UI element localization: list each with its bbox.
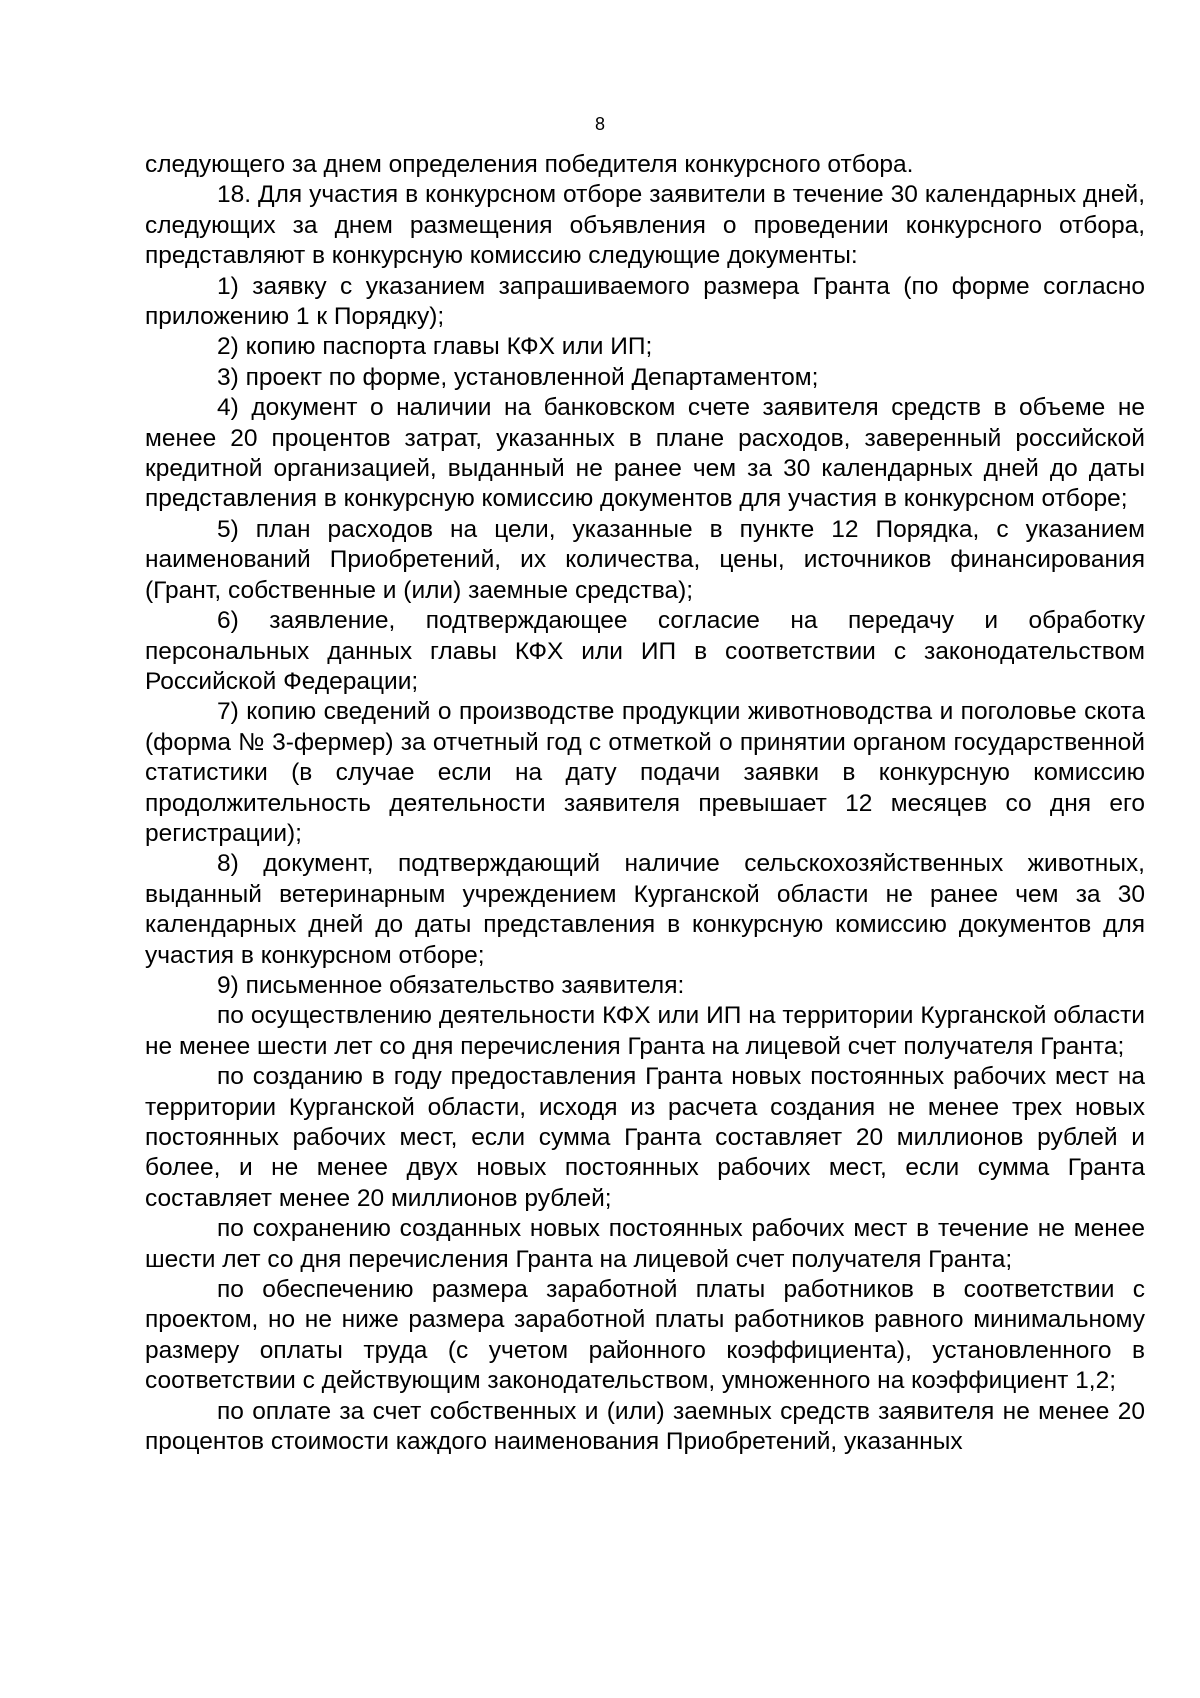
list-item-7: 7) копию сведений о производстве продукции животноводства и поголовье скота (форма № 3-фермер) за отчетный год с отметкой о принятии органом государственной статистики (в случае если на дату подачи заявки в конкурсную комиссию продолжительность деятельности заявителя превышает 12 месяцев со дня его регистрации);	[145, 698, 1145, 847]
list-item-1: 1) заявку с указанием запрашиваемого размера Гранта (по форме согласно приложению 1 к Порядку);	[145, 272, 1145, 331]
page-number: 8	[594, 114, 605, 134]
list-item-6: 6) заявление, подтверждающее согласие на передачу и обработку персональных данных главы КФХ или ИП в соответствии с законодательством Российской Федерации;	[145, 607, 1145, 695]
document-body	[145, 150, 1145, 1457]
list-item-8: 8) документ, подтверждающий наличие сельскохозяйственных животных, выданный ветеринарным учреждением Курганской области не ранее чем за 30 календарных дней до даты представления в конкурсную комиссию документов для участия в конкурсном отборе;	[145, 850, 1145, 969]
list-item-2: 2) копию паспорта главы КФХ или ИП;	[217, 333, 653, 361]
obligation-job-retention: по сохранению созданных новых постоянных рабочих мест в течение не менее шести лет со дня перечисления Гранта на лицевой счет получателя Гранта;	[145, 1215, 1145, 1273]
list-item-4: 4) документ о наличии на банковском счете заявителя средств в объеме не менее 20 процентов затрат, указанных в плане расходов, заверенный российской кредитной организацией, выданный не ранее чем за 30 календарных дней до даты представления в конкурсную комиссию документов для участия в конкурсном отборе;	[145, 394, 1145, 513]
obligation-job-creation: по созданию в году предоставления Гранта новых постоянных рабочих мест на территории Курганской области, исходя из расчета создания не менее трех новых постоянных рабочих мест, если сумма Гранта составляет 20 миллионов рублей и более, и не менее двух новых постоянных рабочих мест, если сумма Гранта составляет менее 20 миллионов рублей;	[145, 1063, 1145, 1212]
list-item-9: 9) письменное обязательство заявителя:	[217, 971, 685, 999]
obligation-activity: по осуществлению деятельности КФХ или ИП на территории Курганской области не менее шести лет со дня перечисления Гранта на лицевой счет получателя Гранта;	[145, 1002, 1145, 1060]
paragraph-clause-18: 18. Для участия в конкурсном отборе заявители в течение 30 календарных дней, следующих за днем размещения объявления о проведении конкурсного отбора, представляют в конкурсную комиссию следующие документы:	[145, 181, 1145, 270]
list-item-3: 3) проект по форме, установленной Департаментом;	[217, 363, 819, 391]
list-item-5: 5) план расходов на цели, указанные в пункте 12 Порядка, с указанием наименований Приобретений, их количества, цены, источников финансирования (Грант, собственные и (или) заемные средства);	[145, 515, 1145, 604]
paragraph-continuation: следующего за днем определения победителя конкурсного отбора.	[145, 151, 914, 178]
obligation-wages: по обеспечению размера заработной платы работников в соответствии с проектом, но не ниже размера заработной платы работников равного минимальному размеру оплаты труда (с учетом районного коэффициента), установленного в соответствии с действующим законодательством, умноженного на коэффициент 1,2;	[145, 1276, 1145, 1395]
obligation-payment: по оплате за счет собственных и (или) заемных средств заявителя не менее 20 процентов стоимости каждого наименования Приобретений, указанных	[145, 1397, 1145, 1456]
